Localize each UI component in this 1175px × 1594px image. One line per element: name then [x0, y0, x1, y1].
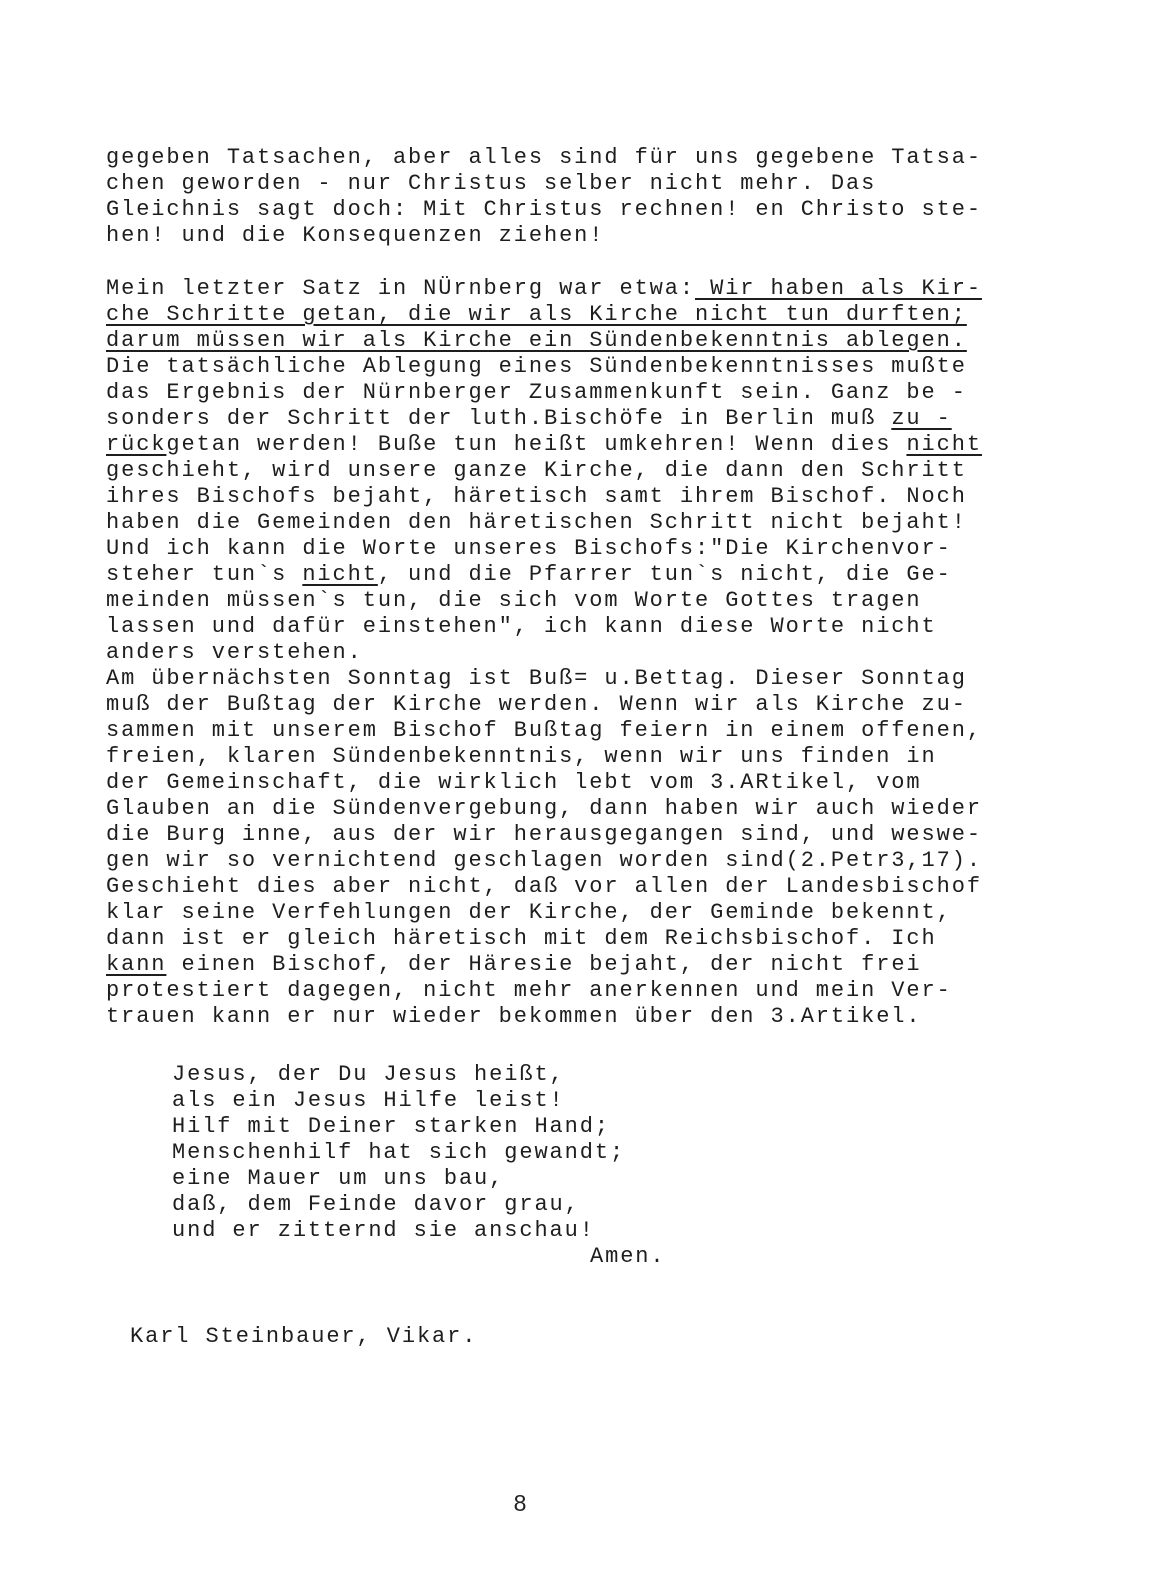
text-line: hen! und die Konsequenzen ziehen! — [106, 223, 605, 248]
text-line: Gleichnis sagt doch: Mit Christus rechnen! en Christo ste- — [106, 197, 982, 222]
poem-line: Hilf mit Deiner starken Hand; — [172, 1114, 610, 1139]
poem-line: Jesus, der Du Jesus heißt, — [172, 1062, 565, 1087]
text-line: muß der Bußtag der Kirche werden. Wenn wir als Kirche zu- — [106, 692, 967, 717]
text-line: ihres Bischofs bejaht, häretisch samt ihrem Bischof. Noch — [106, 484, 967, 509]
text-line: das Ergebnis der Nürnberger Zusammenkunft sein. Ganz be - — [106, 380, 967, 405]
text-line: Die tatsächliche Ablegung eines Sündenbekenntnisses mußte — [106, 354, 967, 379]
text-line: protestiert dagegen, nicht mehr anerkennen und mein Ver- — [106, 978, 952, 1003]
underlined-text: darum müssen wir als Kirche ein Sündenbekenntnis ablegen. — [106, 328, 967, 353]
text-segment: einen Bischof, der Häresie bejaht, der nicht frei — [166, 952, 922, 977]
text-line: meinden müssen`s tun, die sich vom Worte Gottes tragen — [106, 588, 922, 613]
page-number: 8 — [513, 1490, 527, 1516]
underlined-text: nicht — [906, 432, 982, 457]
text-line: gegeben Tatsachen, aber alles sind für uns gegebene Tatsa- — [106, 145, 982, 170]
text-line: lassen und dafür einstehen", ich kann diese Worte nicht — [106, 614, 937, 639]
text-line — [106, 562, 982, 588]
text-line: haben die Gemeinden den häretischen Schritt nicht bejaht! — [106, 510, 967, 535]
text-line: sammen mit unserem Bischof Bußtag feiern in einem offenen, — [106, 718, 982, 743]
text-segment: steher tun`s — [106, 562, 303, 587]
text-line: chen geworden - nur Christus selber nicht mehr. Das — [106, 171, 877, 196]
poem — [172, 1062, 625, 1244]
text-line: geschieht, wird unsere ganze Kirche, die dann den Schritt — [106, 458, 967, 483]
text-line — [106, 432, 982, 458]
text-line — [106, 406, 982, 432]
text-line: gen wir so vernichtend geschlagen worden sind(2.Petr3,17). — [106, 848, 982, 873]
poem-line: Menschenhilf hat sich gewandt; — [172, 1140, 626, 1165]
underlined-text: che Schritte getan, die wir als Kirche nicht tun durften; — [106, 302, 967, 327]
text-line: die Burg inne, aus der wir herausgegangen sind, und weswe- — [106, 822, 982, 847]
text-line: Am übernächsten Sonntag ist Buß= u.Bettag. Dieser Sonntag — [106, 666, 967, 691]
text-line: anders verstehen. — [106, 640, 363, 665]
text-line: Geschieht dies aber nicht, daß vor allen der Landesbischof — [106, 874, 982, 899]
underlined-text: kann — [106, 952, 167, 977]
text-line — [106, 952, 982, 978]
text-segment: getan werden! Buße tun heißt umkehren! Wenn dies — [166, 432, 907, 457]
text-line: dann ist er gleich häretisch mit dem Reichsbischof. Ich — [106, 926, 937, 951]
underlined-text: zu - — [891, 406, 952, 431]
underlined-text: rück — [106, 432, 167, 457]
poem-line: eine Mauer um uns bau, — [172, 1166, 505, 1191]
amen-text: Amen. — [590, 1244, 666, 1269]
text-line — [106, 328, 982, 354]
poem-line: als ein Jesus Hilfe leist! — [172, 1088, 565, 1113]
underlined-text: Wir haben als Kir- — [694, 276, 982, 301]
text-line: der Gemeinschaft, die wirklich lebt vom 3.ARtikel, vom — [106, 770, 922, 795]
text-line: Glauben an die Sündenvergebung, dann haben wir auch wieder — [106, 796, 982, 821]
underlined-text: nicht — [302, 562, 378, 587]
poem-line: und er zitternd sie anschau! — [172, 1218, 595, 1243]
paragraph-1 — [106, 145, 982, 249]
text-line: Und ich kann die Worte unseres Bischofs:"Die Kirchenvor- — [106, 536, 952, 561]
text-line: freien, klaren Sündenbekenntnis, wenn wir uns finden in — [106, 744, 937, 769]
text-segment: Mein letzter Satz in NÜrnberg war etwa: — [106, 276, 695, 301]
text-segment: sonders der Schritt der luth.Bischöfe in Berlin muß — [106, 406, 892, 431]
text-line — [106, 302, 982, 328]
text-line — [106, 276, 982, 302]
text-segment: , und die Pfarrer tun`s nicht, die Ge- — [377, 562, 952, 587]
poem-line: daß, dem Feinde davor grau, — [172, 1192, 580, 1217]
paragraph-2 — [106, 276, 982, 1030]
text-line: klar seine Verfehlungen der Kirche, der Geminde bekennt, — [106, 900, 952, 925]
signature: Karl Steinbauer, Vikar. — [130, 1324, 478, 1349]
text-line: trauen kann er nur wieder bekommen über den 3.Artikel. — [106, 1004, 922, 1029]
